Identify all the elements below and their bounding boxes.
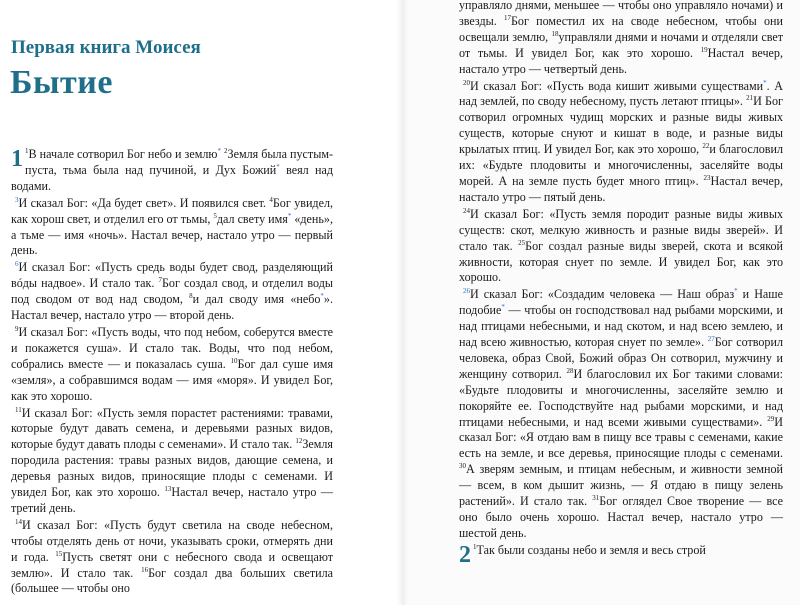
verse-number: 9 [15, 324, 19, 333]
right-page [402, 0, 800, 605]
verse-number: 30 [459, 462, 466, 471]
verse-number: 13 [164, 485, 172, 493]
page-gutter [396, 0, 408, 605]
verse-text: А зверям земным, и птицам небесным, и живности земной — всем, в ком дышит жизнь, — Я отдаю в пищу зелень растений». И стало так. [459, 462, 783, 509]
verse-text: Бог оглядел Свое творение — все оно было очень хорошо. Настал вечер, настало утро — шестой день. [459, 494, 783, 540]
verse-text: И сказал Бог: «Пусть будут светила на своде небесном, чтобы отделять день от ночи, указывать сроки, отмерять дни и года. [11, 517, 333, 564]
verse-text: Бог дал суше имя «земля», а собравшимся водам — имя «моря». И увидел Бог, как это хорошо. [11, 356, 334, 403]
verse-text: В начале сотворил Бог небо и землю [28, 147, 218, 161]
paragraph-5 [11, 406, 333, 517]
verse-text: И сказал Бог: «Пусть вода кишит живыми существами [470, 78, 764, 93]
footnote-marker[interactable]: * [734, 287, 738, 296]
verse-text: управляло днями, меньшее — чтобы оно управляло ночами) и звезды. [459, 0, 783, 28]
verse-text: Настал вечер, настало утро — четвертый день. [459, 45, 783, 76]
verse-text: Земля была пустым-пуста, тьма была над пучиной, и Дух Божий [25, 147, 333, 177]
verse-number: 20 [463, 78, 470, 87]
verse-number[interactable]: 26 [463, 287, 470, 296]
footnote-marker[interactable]: * [320, 292, 324, 301]
paragraph-10 [459, 287, 783, 542]
footnote-marker[interactable]: * [501, 303, 505, 312]
verse-text: ». Настал вечер, настало утро — второй день. [11, 292, 333, 323]
chapter-number-2: 2 [459, 541, 471, 568]
verse-number: 21 [746, 94, 754, 103]
verse-number: 23 [703, 173, 711, 182]
verse-number: 22 [702, 142, 710, 151]
verse-number[interactable]: 27 [707, 335, 715, 343]
paragraph-3 [11, 260, 333, 324]
paragraph-11 [459, 541, 783, 568]
verse-number: 31 [592, 494, 600, 503]
verse-text: . А над землей, по своду небесному, пусть летают птицы». [459, 78, 784, 109]
right-text-column [459, 0, 784, 568]
book-title: Бытие [10, 64, 113, 101]
verse-number: 17 [503, 13, 511, 22]
verse-text: Настал вечер, настало утро — пятый день. [459, 173, 783, 204]
paragraph-6 [11, 518, 333, 598]
verse-text: — чтобы он господствовал над рыбами морскими, и над птицами небесными, и над скотом, и над всею землею, и над всею живностью, которая снует по земле». [459, 303, 783, 350]
footnote-marker[interactable]: * [217, 146, 221, 155]
verse-text: Бог увидел, как хорош свет, и отделил его от тьмы, [11, 195, 333, 226]
verse-text: дал свету имя [216, 211, 288, 226]
verse-text: И благословил их Бог такими словами: «Будьте плодовиты и многочисленны, заселяйте землю и покоряйте ее. Господствуйте над рыбами морскими, и над птицами небесными, и над всеми живыми существами». [459, 366, 783, 429]
verse-text: управляли днями и ночами и отделяли свет от тьмы. И увидел Бог, как это хорошо. [459, 29, 783, 60]
verse-text: Так были созданы небо и земля и весь строй [476, 542, 706, 557]
verse-text: И сказал Бог: «Да будет свет». И появился свет. [18, 195, 270, 210]
verse-number: 24 [463, 206, 470, 215]
verse-text: и Наше подобие [459, 287, 783, 318]
verse-number: 12 [295, 437, 303, 446]
verse-number: 19 [700, 45, 708, 54]
verse-text: И сказал Бог: «Пусть средь воды будет свод, разделяющий вóды надвое». И стало так. [11, 260, 333, 291]
verse-number: 28 [566, 366, 574, 375]
verse-text: И Бог сотворил огромных чудищ морских и разные виды живых существ, которые снуют и кишат в воде, и разные виды крылатых птиц. И увидел Бог, как это хорошо, [459, 94, 783, 157]
verse-text: Бог создал разные виды зверей, скота и всякой живности, которая снует по земле. И увидел Бог, как это хорошо. [459, 238, 784, 285]
paragraph-4 [11, 325, 333, 405]
verse-number: 10 [230, 356, 238, 365]
verse-number: 1 [473, 542, 477, 551]
left-text-column [11, 147, 333, 598]
paragraph-9 [459, 207, 783, 287]
verse-text: Бог создал два больших светила (большее — чтобы оно [11, 565, 333, 596]
verse-text: «день», а тьме — имя «ночь». Настал вечер, настало утро — первый день. [11, 211, 333, 258]
verse-number: 4 [269, 195, 273, 204]
verse-text: Бог создал свод, и отделил воды под сводом от вод над сводом, [11, 276, 333, 307]
verse-number: 14 [15, 517, 22, 526]
verse-number: 29 [767, 414, 775, 423]
verse-text: Земля породила растения: травы разных видов, дающие семена, и деревья разных видов, приносящие плоды с семенами. И увидел Бог, как это хорошо. [11, 437, 333, 500]
footnote-marker[interactable]: * [287, 211, 292, 220]
verse-number: 7 [158, 276, 162, 285]
verse-number: 5 [213, 211, 217, 220]
footnote-marker[interactable]: * [276, 162, 280, 171]
verse-text: И сказал Бог: «Пусть воды, что под небом, соберутся вместе и покажется суша». И стало так. Воды, что под небом, собрались вместе — и показалась суша. [11, 324, 333, 371]
verse-text: и благословил их: «Будьте плодовиты и многочисленны, заселяйте воды морей. А на земле пусть будет много птиц». [459, 142, 783, 188]
verse-text: Настал вечер, настало утро — третий день. [11, 485, 333, 515]
verse-text: И сказал Бог: «Создадим человека — Наш образ [470, 287, 735, 302]
footnote-marker[interactable]: * [763, 78, 767, 87]
verse-text: Бог сотворил человека, образ Свой, Божий образ Он сотворил, мужчину и женщину сотворил. [459, 335, 783, 381]
book-subtitle: Первая книга Моисея [11, 37, 201, 58]
verse-number: 16 [141, 565, 149, 574]
paragraph-2 [11, 196, 333, 260]
paragraph-8 [459, 79, 783, 206]
verse-number: 18 [551, 29, 559, 38]
verse-number: 8 [189, 292, 193, 301]
verse-text: И сказал Бог: «Пусть земля породит разные виды живых существ: скот, мелкую живность и разные виды зверей». И стало так. [459, 206, 783, 253]
verse-text: веял над водами. [11, 162, 333, 193]
paragraph-7 [459, 0, 783, 78]
verse-text: Пусть светят они с небесного свода и освещают землю». И стало так. [11, 549, 334, 580]
verse-number: 15 [55, 549, 63, 558]
paragraph-1 [11, 147, 333, 195]
verse-text: Бог поместил их на своде небесном, чтобы они освещали землю, [459, 13, 783, 44]
verse-number[interactable]: 6 [15, 260, 19, 269]
verse-text: И сказал Бог: «Я отдаю вам в пищу все травы с семенами, какие есть на земле, и все деревья, приносящие плоды с семенами. [459, 414, 783, 461]
chapter-number-1: 1 [11, 146, 23, 172]
verse-number: 1 [25, 146, 29, 155]
verse-number: 2 [224, 146, 228, 155]
verse-text: И сказал Бог: «Пусть земля порастет растениями: травами, которые будут давать семена, и деревьями разных видов, которые будут давать плоды с семенами». И стало так. [11, 405, 333, 452]
verse-number: 11 [15, 405, 22, 414]
verse-text: и дал своду имя «небо [192, 292, 321, 307]
verse-number: 25 [518, 238, 526, 247]
verse-number[interactable]: 3 [15, 195, 19, 204]
